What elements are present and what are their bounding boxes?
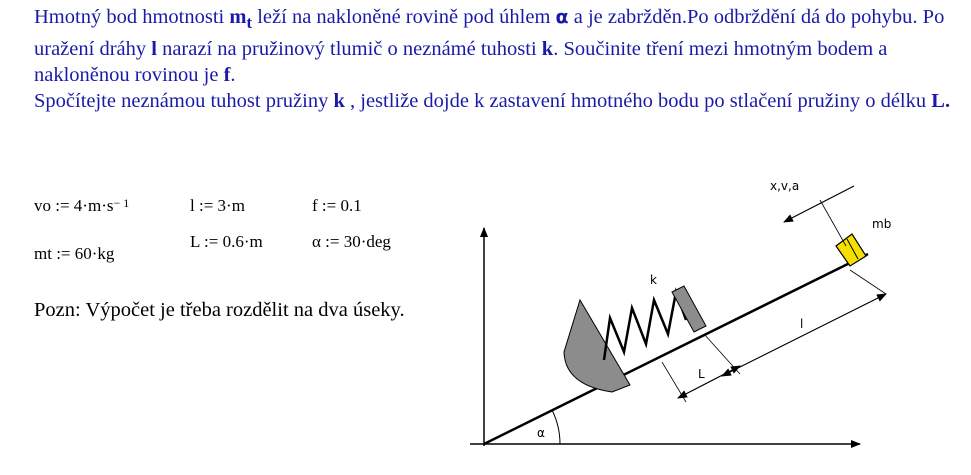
guide-line — [820, 200, 846, 246]
stiffness-symbol: k — [541, 38, 554, 61]
given-mt: mt := 60·kg — [34, 244, 115, 263]
given-vo-text: vo := 4·m·s — [34, 196, 114, 215]
given-f: f := 0.1 — [312, 196, 362, 215]
problem-text: Spočítejte neznámou tuhost pružiny — [34, 90, 334, 113]
spring-plate — [672, 286, 706, 332]
given-l: l := 3·m — [190, 196, 245, 215]
problem-text: . Součinite tření mezi hmotným bodem a nakloněnou rovinou je — [34, 38, 888, 87]
mass-block — [836, 234, 866, 266]
problem-text: Hmotný bod hmotnosti — [34, 6, 230, 28]
mass-subscript: t — [246, 13, 253, 33]
angle-symbol: α — [555, 6, 569, 28]
problem-text: leží na nakloněné rovině pod úhlem — [252, 6, 556, 28]
problem-text: . — [230, 64, 236, 87]
extension-line — [704, 334, 740, 374]
incline-line — [484, 254, 868, 444]
friction-symbol: f — [223, 64, 231, 87]
l-dimension-line — [722, 294, 886, 376]
alpha-label: α — [537, 426, 545, 440]
damper-base — [564, 300, 630, 392]
given-L: L := 0.6·m — [190, 232, 263, 251]
mb-label: mb — [872, 217, 892, 231]
problem-text: narazí na pružinový tlumič o neznámé tuhosti — [156, 38, 542, 61]
l-label: l — [800, 317, 804, 331]
L-label: L — [698, 367, 705, 381]
L-dimension-line — [678, 366, 740, 398]
path-symbol: l — [151, 38, 157, 61]
xva-label: x,v,a — [770, 179, 800, 193]
given-alpha: α := 30·deg — [312, 232, 391, 251]
problem-text: a je zabržděn.Po odbrždění dá do pohybu. Po uražení dráhy — [34, 6, 945, 61]
k-label: k — [650, 273, 657, 287]
extension-line — [850, 270, 886, 294]
mass-symbol-letter: m — [229, 6, 247, 28]
stiffness-symbol: k — [333, 90, 345, 113]
angle-arc — [552, 410, 560, 444]
note-text: Pozn: Výpočet je třeba rozdělit na dva úseky. — [34, 299, 405, 321]
given-vo-exponent: − 1 — [113, 196, 130, 210]
compression-symbol: L. — [931, 90, 951, 113]
problem-text: , jestliže dojde k zastavení hmotného bodu po stlačení pružiny o délku — [344, 90, 932, 113]
